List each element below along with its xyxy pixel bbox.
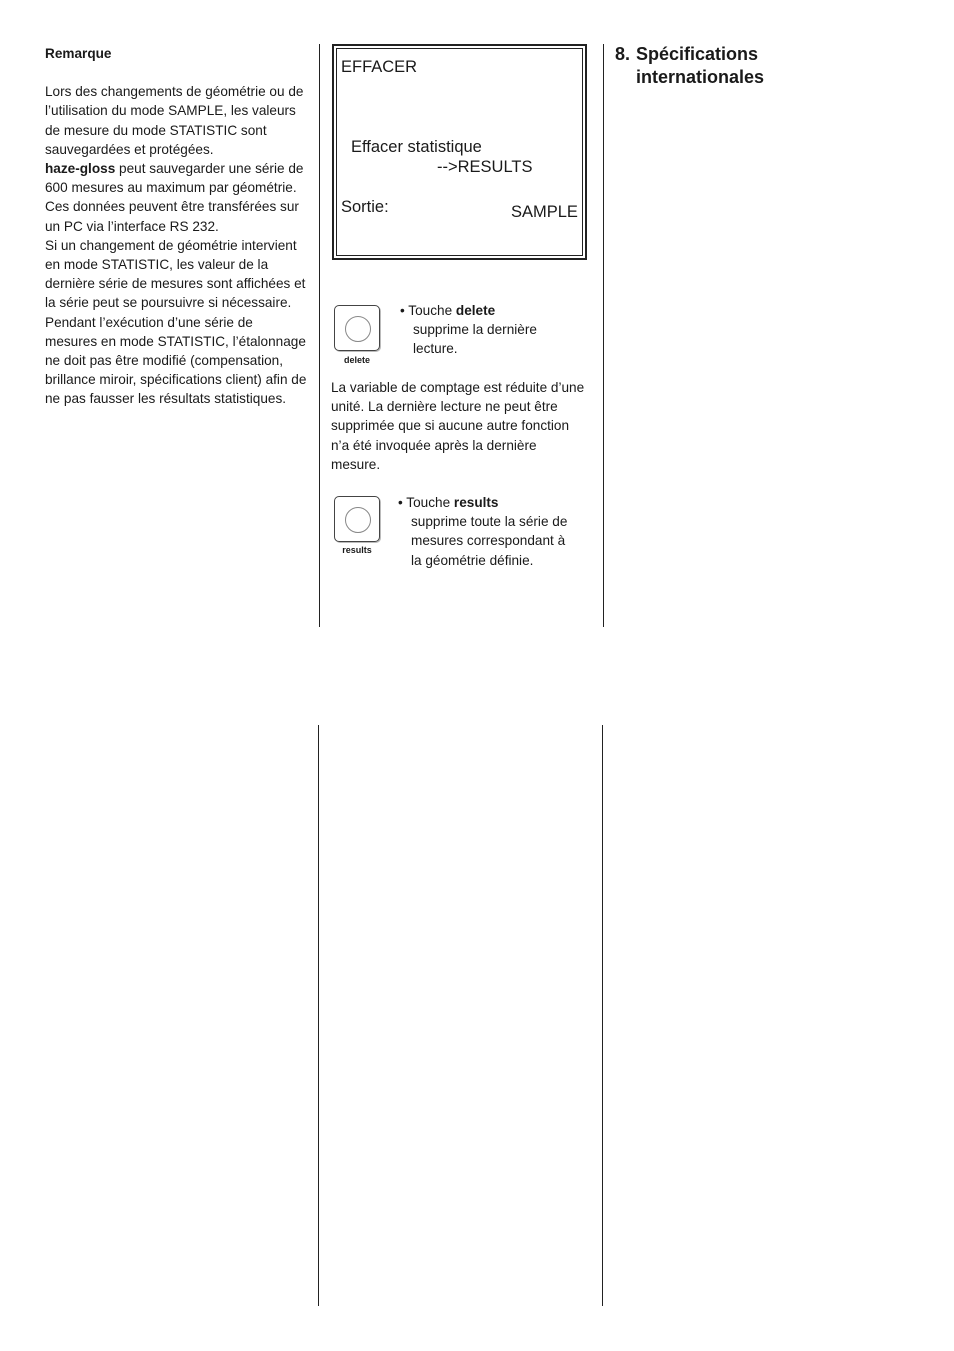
column-divider-1-bottom <box>318 725 319 1306</box>
results-key[interactable] <box>334 496 380 542</box>
note-column <box>45 44 307 409</box>
note-paragraph-1: Lors des changements de géométrie ou de l’utilisation du mode SAMPLE, les valeurs de mesure du mode STATISTIC sont sauvegardées et protégées. <box>45 84 304 157</box>
key-circle-icon <box>345 507 371 533</box>
results-key-description: • Touche results supprime toute la série de mesures correspondant à la géométrie définie. <box>398 495 568 568</box>
section-title-line-2: internationales <box>636 67 765 87</box>
delete-key[interactable] <box>334 305 380 351</box>
product-name: haze-gloss <box>45 161 116 177</box>
section-heading <box>615 43 764 89</box>
section-number: 8. <box>615 44 631 64</box>
lcd-line-2: -->RESULTS <box>437 158 533 176</box>
delete-key-name: delete <box>455 303 496 318</box>
lcd-title: EFFACER <box>341 58 418 76</box>
note-paragraph-4: Pendant l’exécution d’une série de mesures en mode STATISTIC, l’étalonnage ne doit pas être modifié (compensation, brillance miroir, spécifications client) afin de ne pas fausser les résultats statistiques. <box>45 314 307 407</box>
column-divider-2-bottom <box>602 725 603 1306</box>
column-divider-1-top <box>319 44 320 627</box>
section-title-line-1: Spécifications <box>636 44 759 64</box>
delete-key-label: delete <box>343 355 370 365</box>
results-key-label: results <box>342 545 372 555</box>
lcd-exit-label: Sortie: <box>341 198 389 216</box>
note-paragraph-3: Si un changement de géométrie intervient en mode STATISTIC, les valeur de la dernière série de mesures sont affichées et la série peut se poursuivre si nécessaire. <box>45 237 306 311</box>
lcd-screen <box>336 48 583 256</box>
key-circle-icon <box>345 316 371 342</box>
note-heading: Remarque <box>45 46 112 61</box>
note-paragraph-2: haze-gloss peut sauvegarder une série de 600 mesures au maximum par géométrie. Ces données peuvent être transférées sur un PC via l’interface RS 232. <box>45 161 304 234</box>
lcd-display <box>332 44 587 260</box>
column-divider-2-top <box>603 44 604 627</box>
delete-key-description: • Touche delete supprime la dernière lecture. <box>400 303 537 357</box>
lcd-line-1: Effacer statistique <box>351 138 482 156</box>
lcd-exit-value: SAMPLE <box>511 203 578 221</box>
counter-paragraph: La variable de comptage est réduite d’une unité. La dernière lecture ne peut être supprimée que si aucune autre fonction n’a été invoquée après la dernière mesure. <box>331 380 585 472</box>
results-key-name: results <box>453 495 499 510</box>
